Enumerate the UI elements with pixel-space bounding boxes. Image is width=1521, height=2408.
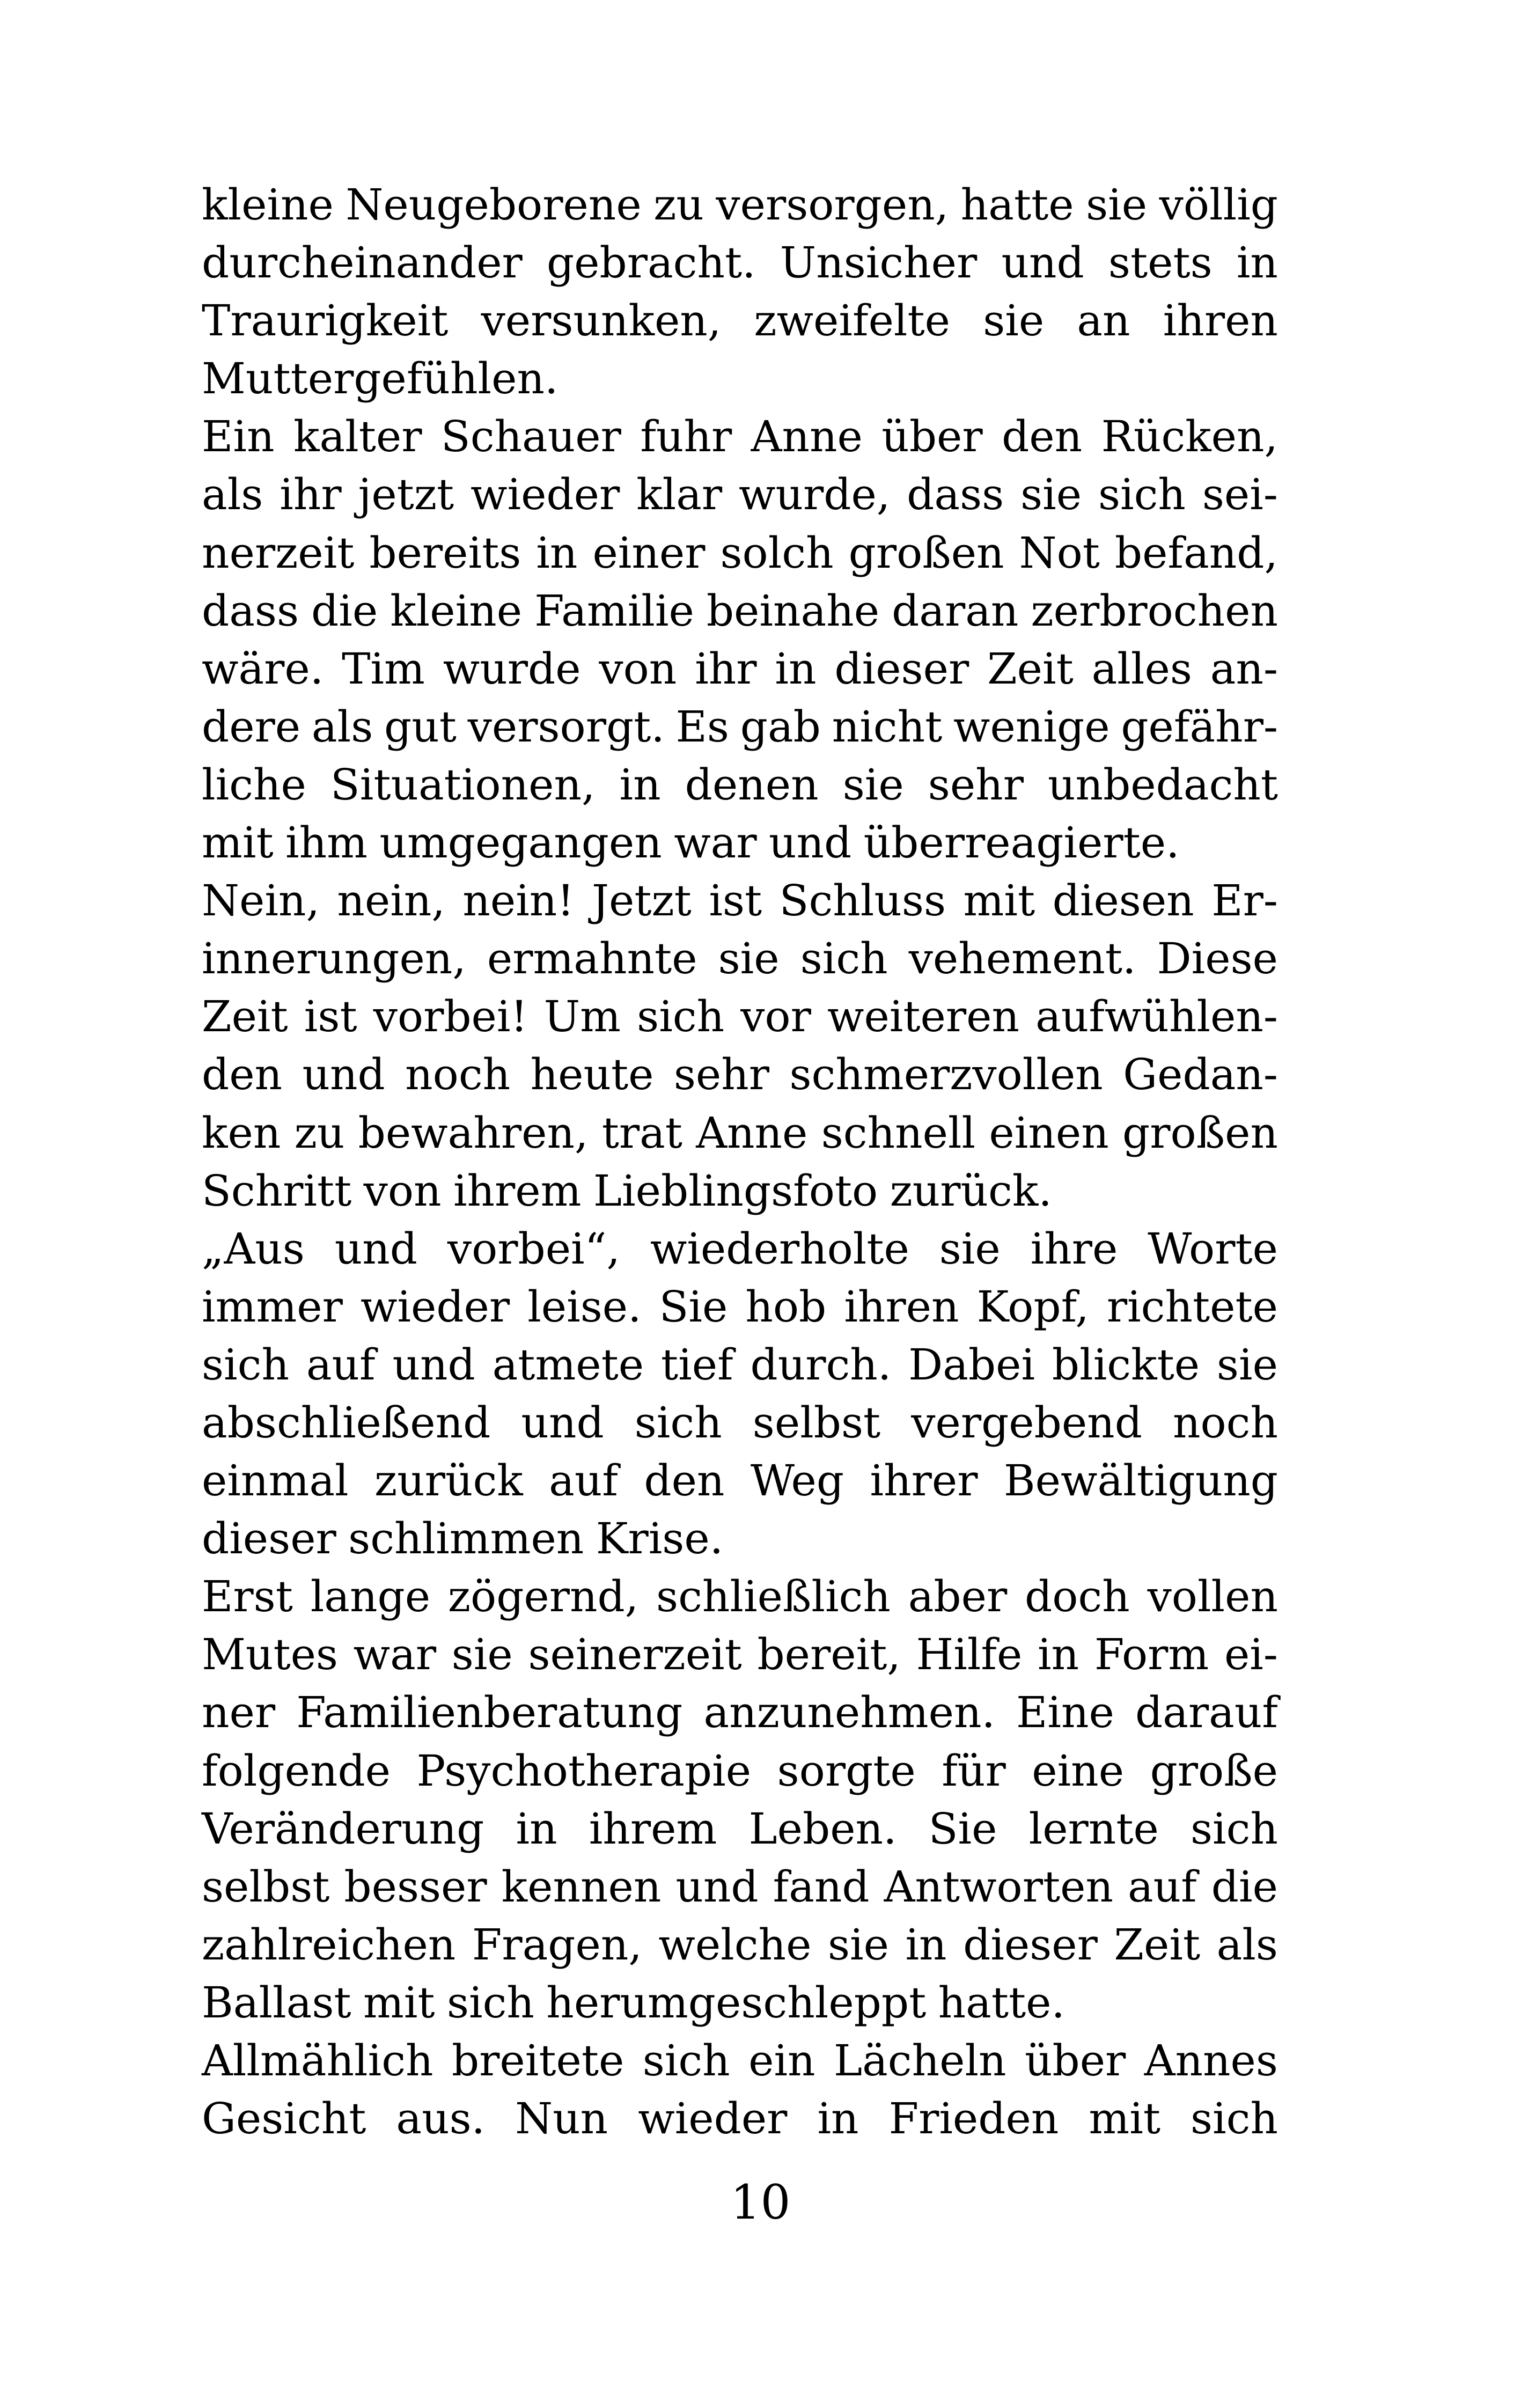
word: beinahe (706, 585, 880, 636)
word: Familienberatung (296, 1687, 683, 1738)
word: Anne (696, 1107, 808, 1158)
word: abschließend (202, 1397, 491, 1448)
word: war (353, 1629, 437, 1680)
word: ihm (285, 818, 368, 868)
word: alles (1091, 643, 1192, 694)
word: ist (304, 992, 357, 1042)
word: schließlich (656, 1572, 891, 1622)
word: sie (842, 759, 904, 810)
word: in (516, 1803, 557, 1854)
text-line (202, 1336, 1278, 1394)
word: wieder (471, 469, 620, 520)
word: eine (1032, 1745, 1125, 1796)
word: und (675, 1861, 759, 1912)
word: Tim (342, 643, 425, 694)
word: schlimmen (348, 1514, 584, 1564)
word: Neugeborene (346, 180, 642, 230)
word: „Aus (202, 1223, 305, 1274)
text-line (202, 524, 1278, 582)
word: sie (827, 1919, 889, 1970)
word: kalter (293, 412, 422, 462)
word: Not (1019, 527, 1100, 578)
word: Es (675, 701, 729, 752)
word: Schluss (779, 876, 946, 926)
word: lange (310, 1572, 431, 1622)
word: schmerzvollen (789, 1049, 1103, 1100)
word: Schritt (202, 1165, 352, 1216)
text-line (202, 2032, 1278, 2090)
word: Zeit (202, 992, 288, 1042)
word: tief (660, 1339, 733, 1390)
word: die (1211, 1861, 1278, 1912)
word: über (1024, 2036, 1126, 2086)
word: ihren (1163, 296, 1278, 346)
word: war (674, 818, 757, 868)
word: sehr (673, 1049, 770, 1100)
word: gebracht. (546, 238, 756, 288)
word: und (334, 1223, 417, 1274)
word: ner (202, 1687, 276, 1738)
word: sie (1086, 180, 1148, 230)
page-number: 10 (730, 2175, 791, 2230)
word: wäre. (202, 643, 324, 694)
word: Nun (515, 2094, 608, 2144)
word: vehement. (908, 934, 1136, 984)
word: noch (1172, 1397, 1278, 1448)
word: sie (718, 934, 780, 984)
word: aufwühlen- (1035, 992, 1278, 1042)
word: von (599, 643, 677, 694)
word: zurück (374, 1456, 523, 1506)
word: als (1216, 1919, 1278, 1970)
word: in (775, 643, 817, 694)
word: und (1001, 238, 1084, 288)
word: über (881, 412, 983, 462)
word: völlig (1159, 180, 1278, 230)
text-line (202, 1568, 1278, 1626)
word: Kopf, (976, 1281, 1089, 1332)
word: als (311, 701, 373, 752)
text-line (202, 1046, 1278, 1104)
word: versunken, (481, 296, 722, 346)
word: ei- (1224, 1629, 1278, 1680)
word: zu (294, 1107, 345, 1158)
word: wurde (443, 643, 581, 694)
word: sie (939, 1223, 1001, 1274)
word: denen (685, 759, 819, 810)
word: und (302, 1049, 385, 1100)
text-line (202, 1858, 1278, 1916)
text-line (202, 408, 1278, 466)
word: Krise. (596, 1514, 724, 1564)
text-line (202, 466, 1278, 524)
word: stets (1108, 238, 1213, 288)
word: vorbei“, (447, 1223, 620, 1274)
word: versorgt. (467, 701, 665, 752)
word: diesen (1052, 876, 1194, 926)
paragraph (202, 872, 1278, 1220)
word: Allmählich (202, 2036, 433, 2086)
word: versorgen, (716, 180, 949, 230)
word: sich (446, 1977, 534, 2028)
word: Lächeln (833, 2036, 1006, 2086)
word: ihrem (589, 1803, 717, 1854)
word: den (644, 1456, 725, 1506)
word: große (1150, 1745, 1278, 1796)
word: in (905, 1919, 947, 1970)
word: als (202, 469, 263, 520)
word: hob (745, 1281, 827, 1332)
word: in (536, 527, 578, 578)
text-line (202, 1974, 1278, 2032)
text-line (202, 1394, 1278, 1452)
paragraph (202, 1568, 1278, 2032)
word: einer (592, 527, 706, 578)
word: darauf (1135, 1687, 1278, 1738)
word: liche (202, 759, 306, 810)
word: welche (658, 1919, 812, 1970)
word: mit (1089, 2094, 1160, 2144)
word: klar (636, 469, 723, 520)
word: einen (989, 1107, 1109, 1158)
word: wieder (360, 1281, 510, 1332)
word: die (311, 585, 378, 636)
word: sich (800, 934, 888, 984)
word: Annes (1144, 2036, 1278, 2086)
word: daran (892, 585, 1019, 636)
word: Sie (928, 1803, 997, 1854)
text-line (202, 698, 1278, 756)
word: zahlreichen (202, 1919, 456, 1970)
word: sich (634, 1397, 722, 1448)
word: sich (1191, 1803, 1278, 1854)
word: zu (653, 180, 704, 230)
word: befand, (1114, 527, 1278, 578)
word: selbst (202, 1861, 330, 1912)
word: sich (202, 1339, 289, 1390)
word: Nein, (202, 876, 320, 926)
word: jetzt (358, 469, 454, 520)
word: Weg (750, 1456, 844, 1506)
word: dieser (202, 1514, 336, 1564)
word: fuhr (640, 412, 732, 462)
word: Fragen, (472, 1919, 642, 1970)
word: wenige (953, 701, 1110, 752)
text-line (202, 640, 1278, 698)
word: Situationen, (330, 759, 596, 810)
text-line (202, 1452, 1278, 1510)
word: anzunehmen. (703, 1687, 995, 1738)
word: Traurigkeit (202, 296, 449, 346)
word: und (392, 1339, 475, 1390)
word: Sie (659, 1281, 728, 1332)
word: Zeit (987, 643, 1074, 694)
word: an- (1210, 643, 1278, 694)
word: unbedacht (1048, 759, 1278, 810)
word: selbst (752, 1397, 881, 1448)
word: von (363, 1165, 442, 1216)
word: sie (1020, 469, 1082, 520)
text-line (202, 1278, 1278, 1336)
word: einmal (202, 1456, 349, 1506)
word: mit (363, 1977, 435, 2028)
word: Anne (751, 412, 863, 462)
word: in (817, 2094, 859, 2144)
word: vollen (1147, 1572, 1278, 1622)
word: breitete (451, 2036, 624, 2086)
word: Worte (1148, 1223, 1278, 1274)
word: für (942, 1745, 1006, 1796)
word: zerbrochen (1031, 585, 1278, 636)
word: aus. (396, 2094, 486, 2144)
text-line (202, 1626, 1278, 1684)
word: ermahnte (487, 934, 697, 984)
word: gut (384, 701, 457, 752)
word: Mutes (202, 1629, 338, 1680)
word: sich (1191, 2094, 1278, 2144)
word: Gesicht (202, 2094, 366, 2144)
word: ken (202, 1107, 281, 1158)
word: sei- (1202, 469, 1278, 520)
word: ihren (844, 1281, 959, 1332)
word: atmete (492, 1339, 644, 1390)
paragraph (202, 2032, 1278, 2148)
word: an (1077, 296, 1130, 346)
word: trat (601, 1107, 682, 1158)
word: noch (405, 1049, 511, 1100)
word: bewahren, (358, 1107, 589, 1158)
word: Frieden (888, 2094, 1059, 2144)
word: Diese (1157, 934, 1278, 984)
word: innerungen, (202, 934, 466, 984)
word: gab (740, 701, 821, 752)
word: Eine (1016, 1687, 1114, 1738)
word: Um (543, 992, 621, 1042)
word: lernte (1028, 1803, 1159, 1854)
text-line (202, 1800, 1278, 1858)
word: dass (202, 585, 299, 636)
word: ihrer (870, 1456, 978, 1506)
word: auf (306, 1339, 376, 1390)
word: und (769, 818, 852, 868)
text-line (202, 1162, 1278, 1220)
word: dass (907, 469, 1004, 520)
word: ihre (1030, 1223, 1118, 1274)
word: immer (202, 1281, 343, 1332)
word: in (619, 759, 661, 810)
word: wiederholte (650, 1223, 909, 1274)
word: Bewältigung (1003, 1456, 1278, 1506)
word: nerzeit (202, 527, 355, 578)
word: Rücken, (1101, 412, 1278, 462)
word: vergebend (911, 1397, 1142, 1448)
word: hatte (960, 180, 1074, 230)
text-line (202, 350, 1278, 408)
word: den (1002, 412, 1083, 462)
word: ihrem (453, 1165, 582, 1216)
word: vorbei! (373, 992, 528, 1042)
word: Form (1094, 1629, 1209, 1680)
word: Schauer (440, 412, 621, 462)
word: Familie (534, 585, 694, 636)
word: solch (720, 527, 834, 578)
word: Zeit (1114, 1919, 1201, 1970)
word: blickte (1052, 1339, 1200, 1390)
word: heute (530, 1049, 654, 1100)
text-line (202, 988, 1278, 1046)
word: gefähr- (1121, 701, 1278, 752)
text-line (202, 1104, 1278, 1162)
word: wieder (638, 2094, 788, 2144)
word: zögernd, (447, 1572, 639, 1622)
text-line (202, 2090, 1278, 2148)
word: auf (1127, 1861, 1197, 1912)
word: richtete (1106, 1281, 1278, 1332)
word: wurde, (739, 469, 891, 520)
word: Ballast (202, 1977, 351, 2028)
word: weiteren (827, 992, 1019, 1042)
text-line (202, 234, 1278, 292)
word: zweifelte (754, 296, 951, 346)
word: fand (773, 1861, 870, 1912)
word: bereits (369, 527, 521, 578)
word: Unsicher (780, 238, 978, 288)
word: besser (344, 1861, 487, 1912)
word: nein! (462, 876, 575, 926)
word: den (202, 1049, 283, 1100)
text-line (202, 930, 1278, 988)
word: Hilfe (916, 1629, 1023, 1680)
text-line (202, 1742, 1278, 1800)
text-line (202, 1220, 1278, 1278)
word: Antworten (884, 1861, 1113, 1912)
word: großen (1122, 1107, 1278, 1158)
word: ihr (280, 469, 342, 520)
word: Ein (202, 412, 275, 462)
word: kleine (202, 180, 334, 230)
word: dieser (834, 643, 969, 694)
word: nicht (832, 701, 943, 752)
word: Leben. (748, 1803, 897, 1854)
text-line (202, 176, 1278, 234)
paragraph (202, 1220, 1278, 1568)
word: in (1236, 238, 1278, 288)
word: seinerzeit (528, 1629, 742, 1680)
word: Lieblingsfoto (593, 1165, 878, 1216)
word: leise. (527, 1281, 642, 1332)
word: nein, (337, 876, 445, 926)
word: sie (1216, 1339, 1278, 1390)
paragraph (202, 176, 1278, 408)
word: durch. (750, 1339, 892, 1390)
word: Dabei (908, 1339, 1035, 1390)
word: sich (637, 992, 725, 1042)
word: sich (1098, 469, 1186, 520)
word: überreagierte. (863, 818, 1180, 868)
word: dere (202, 701, 301, 752)
word: großen (848, 527, 1004, 578)
word: schnell (821, 1107, 976, 1158)
word: aber (908, 1572, 1008, 1622)
word: sehr (928, 759, 1024, 810)
word: sie (451, 1629, 513, 1680)
word: Er- (1211, 876, 1278, 926)
word: zurück. (890, 1165, 1052, 1216)
paragraph (202, 408, 1278, 872)
word: Jetzt (591, 876, 692, 926)
word: umgegangen (379, 818, 662, 868)
text-line (202, 1916, 1278, 1974)
word: doch (1025, 1572, 1130, 1622)
word: folgende (202, 1745, 391, 1796)
word: kleine (390, 585, 523, 636)
word: Muttergefühlen. (202, 354, 559, 404)
word: Gedan- (1123, 1049, 1278, 1100)
word: ist (709, 876, 762, 926)
text-line (202, 1684, 1278, 1742)
word: durcheinander (202, 238, 523, 288)
word: und (521, 1397, 604, 1448)
word: bereit, (757, 1629, 901, 1680)
word: herumgeschleppt (546, 1977, 927, 2028)
text-line (202, 756, 1278, 814)
text-line (202, 292, 1278, 350)
word: dieser (963, 1919, 1098, 1970)
word: hatte. (938, 1977, 1065, 2028)
text-line (202, 582, 1278, 640)
word: vor (740, 992, 811, 1042)
word: sie (983, 296, 1045, 346)
word: sorgte (777, 1745, 916, 1796)
text-line (202, 814, 1278, 872)
word: mit (202, 818, 274, 868)
word: sich (642, 2036, 730, 2086)
word: kennen (501, 1861, 662, 1912)
word: Veränderung (202, 1803, 484, 1854)
word: Psychotherapie (416, 1745, 752, 1796)
text-line (202, 872, 1278, 930)
word: ihr (695, 643, 757, 694)
word: auf (549, 1456, 618, 1506)
word: in (1038, 1629, 1079, 1680)
body-text (202, 176, 1278, 2148)
word: Erst (202, 1572, 293, 1622)
word: ein (748, 2036, 815, 2086)
word: mit (963, 876, 1035, 926)
text-line (202, 1510, 1278, 1568)
